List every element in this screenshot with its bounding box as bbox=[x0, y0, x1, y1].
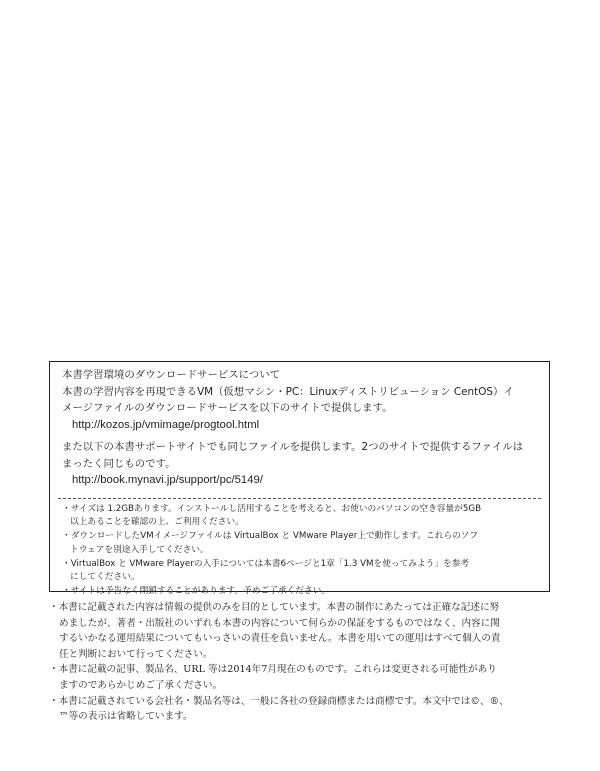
notice-line: ・本書に記載された内容は情報の提供のみを目的としています。本書の制作にあたっては正確な記述に努 bbox=[49, 602, 500, 613]
note-item-closure bbox=[62, 585, 539, 599]
notice-trademarks bbox=[49, 694, 569, 725]
note-line: 以上あることを確認の上、ご利用ください。 bbox=[70, 517, 244, 528]
support-url-link[interactable]: http://book.mynavi.jp/support/pc/5149/ bbox=[72, 474, 263, 486]
note-line: ・ダウンロードしたVMイメージファイルは VirtualBox と VMware Player上で動作します。これらのソフ bbox=[62, 531, 479, 542]
note-line: トウェアを別途入手してください。 bbox=[70, 544, 209, 555]
notice-line: 任と判断において行ってください。 bbox=[59, 648, 213, 660]
note-line: ・サイトは予告なく閉鎖することがあります。予めご了承ください。 bbox=[62, 586, 331, 597]
notice-line: ™等の表示は省略しています。 bbox=[59, 711, 193, 723]
note-line: にしてください。 bbox=[70, 572, 140, 583]
notice-line: するいかなる運用結果についてもいっさいの責任を負いません。本書を用いての運用はすべて個人の責 bbox=[59, 633, 501, 645]
notice-line: めましたが、著者・出版社のいずれも本書の内容について何らかの保証をするものではなく、内容に関 bbox=[59, 617, 500, 629]
note-line: ・サイズは 1.2GBあります。インストールし活用することを考えると、お使いのパソコンの空き容量が5GB bbox=[62, 503, 482, 514]
support-description-line-1: また以下の本書サポートサイトでも同じファイルを提供します。2つのサイトで提供するファイルは bbox=[62, 441, 524, 453]
download-description-line-2: メージファイルのダウンロードサービスを以下のサイトで提供します。 bbox=[62, 402, 393, 414]
legal-notices bbox=[49, 600, 569, 725]
note-line: ・VirtualBox と VMware Playerの入手については本書6ページと1章「1.3 VMを使ってみよう」を参考 bbox=[62, 558, 470, 569]
download-url-link[interactable]: http://kozos.jp/vmimage/progtool.html bbox=[72, 418, 260, 431]
notice-date bbox=[49, 662, 569, 693]
download-description-line-1: 本書の学習内容を再現できるVM（仮想マシン・PC：Linuxディストリビューション CentOS）イ bbox=[62, 385, 514, 398]
download-box-title: 本書学習環境のダウンロードサービスについて bbox=[62, 369, 280, 381]
notice-line: ・本書に記載されている会社名・製品名等は、一般に各社の登録商標または商標です。本文中では©、®、 bbox=[49, 695, 509, 707]
notice-line: ますのであらかじめご了承ください。 bbox=[59, 679, 223, 691]
note-item-software bbox=[62, 530, 539, 558]
download-info-box bbox=[49, 361, 550, 597]
notice-disclaimer bbox=[49, 600, 569, 662]
note-item-reference bbox=[62, 558, 539, 586]
support-description-line-2: まったく同じものです。 bbox=[62, 457, 176, 470]
note-item-size bbox=[62, 503, 539, 531]
notice-line: ・本書に記載の記事、製品名、URL 等は2014年7月現在のものです。これらは変更される可能性があり bbox=[49, 664, 497, 676]
dashed-divider bbox=[58, 498, 541, 499]
